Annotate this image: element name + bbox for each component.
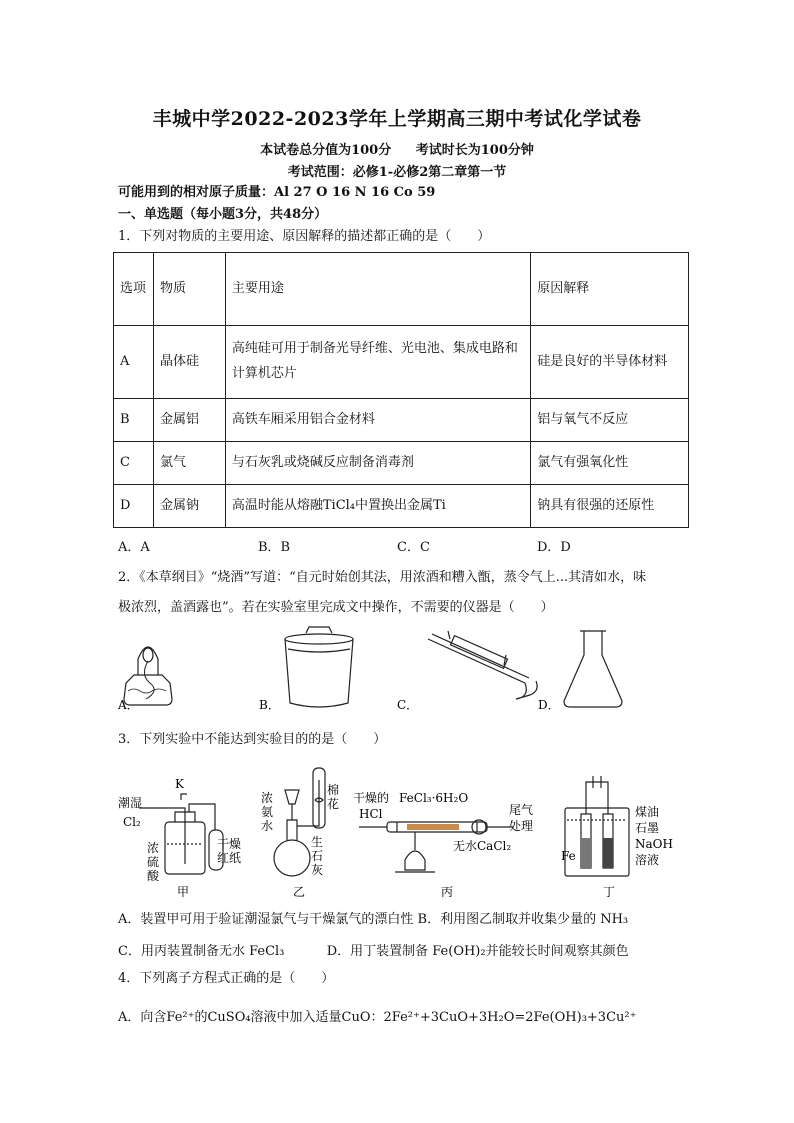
label: HCl [359, 807, 383, 821]
figure-caption: 丙 [441, 885, 454, 899]
label: 棉 [327, 783, 340, 797]
table-cell: 高纯硅可用于制备光导纤维、光电池、集成电路和计算机芯片 [225, 326, 530, 399]
exam-info [0, 139, 794, 158]
question-3-apparatus [115, 760, 685, 900]
label: FeCl₃·6H₂O [399, 791, 469, 805]
label: 酸 [147, 869, 160, 883]
condenser-icon [428, 631, 537, 699]
heated-tube-segment [407, 824, 459, 830]
table-row [114, 485, 689, 528]
label: 石 [311, 849, 324, 863]
label: 无水CaCl₂ [453, 839, 512, 853]
exam-scope: 考试范围：必修1-必修2第二章第一节 [287, 165, 507, 180]
exam-title: 丰城中学2022-2023学年上学期高三期中考试化学试卷 [152, 108, 642, 130]
table-row [114, 399, 689, 442]
label: 尾气 [509, 803, 534, 817]
label: 处理 [509, 819, 534, 833]
table-cell: A [114, 326, 154, 399]
table-cell: 晶体硅 [153, 326, 225, 399]
figure-caption: 丁 [603, 885, 616, 899]
option-label[interactable]: D． [538, 698, 560, 712]
table-cell: 高铁车厢采用铝合金材料 [225, 399, 530, 442]
table-cell: 钠具有很强的还原性 [531, 485, 689, 528]
label: NaOH [635, 837, 673, 851]
label: 红纸 [217, 851, 242, 865]
label: 浓 [147, 841, 160, 855]
table-cell: B [114, 399, 154, 442]
label: 灰 [311, 863, 324, 877]
figure-caption: 甲 [177, 885, 190, 899]
label: 干燥 [217, 837, 242, 851]
label: 硫 [147, 855, 160, 869]
table-cell: D [114, 485, 154, 528]
table-header-row [114, 253, 689, 326]
graphite-electrode [603, 838, 613, 868]
table-row [114, 442, 689, 485]
label: 溶液 [635, 853, 660, 867]
option-label[interactable]: A． [118, 698, 139, 712]
figure-caption: 乙 [293, 885, 306, 899]
label: Cl₂ [123, 815, 141, 829]
label: 潮湿 [118, 796, 143, 810]
table-cell: 高温时能从熔融TiCl₄中置换出金属Ti [225, 485, 530, 528]
label: 浓 [261, 791, 274, 805]
fe-electrode [581, 838, 591, 868]
conical-flask-icon [564, 631, 622, 707]
table-cell: 氯气有强氧化性 [531, 442, 689, 485]
alcohol-lamp-icon [124, 647, 172, 705]
option-label[interactable]: B． [259, 698, 280, 712]
label: 水 [261, 819, 274, 833]
duration: 考试时长为100分钟 [415, 143, 534, 158]
option-d[interactable]: D．D [537, 540, 571, 555]
option-a[interactable]: A．A [118, 540, 150, 555]
label: 花 [327, 797, 340, 811]
question-2-stem-line1: 2．《本草纲目》“烧酒”写道：“自元时始创其法，用浓酒和糟入甑，蒸令气上...其清如水，味 [118, 570, 647, 585]
table-cell: 金属铝 [153, 399, 225, 442]
table-cell: 金属钠 [153, 485, 225, 528]
atomic-masses: 可能用到的相对原子质量：Al 27 O 16 N 16 Co 59 [118, 185, 436, 200]
table-cell: C [114, 442, 154, 485]
label: 石墨 [635, 821, 660, 835]
table-cell: 硅是良好的半导体材料 [531, 326, 689, 399]
table-cell: 铝与氧气不反应 [531, 399, 689, 442]
table-cell: 与石灰乳或烧碱反应制备消毒剂 [225, 442, 530, 485]
total-score: 本试卷总分值为100分 [260, 143, 392, 158]
question-2-apparatus [110, 625, 670, 720]
option-b[interactable]: B．B [258, 540, 291, 555]
label: 煤油 [635, 805, 660, 819]
question-4-option-a[interactable]: A．向含Fe²⁺的CuSO₄溶液中加入适量CuO：2Fe²⁺+3CuO+3H₂O=2Fe(OH)₃+3Cu²⁺ [118, 1010, 637, 1025]
question-4-stem: 4．下列离子方程式正确的是（ ） [118, 971, 335, 986]
question-3-stem: 3．下列实验中不能达到实验目的的是（ ） [118, 732, 387, 747]
question-1-table [113, 252, 689, 528]
section-heading: 一、单选题（每小题3分，共48分） [118, 207, 328, 222]
header-cell: 物质 [153, 253, 225, 326]
question-3-option-c[interactable]: C．用丙装置制备无水 FeCl₃ [118, 944, 285, 959]
table-row [114, 326, 689, 399]
bucket-icon [285, 627, 353, 707]
label: K [175, 777, 184, 791]
label: 生 [311, 835, 324, 849]
header-cell: 主要用途 [225, 253, 530, 326]
question-3-option-d[interactable]: D．用丁装置制备 Fe(OH)₂并能较长时间观察其颜色 [326, 944, 629, 959]
header-cell: 选项 [114, 253, 154, 326]
question-1-stem: 1．下列对物质的主要用途、原因解释的描述都正确的是（ ） [118, 229, 491, 244]
label: 干燥的 [353, 791, 390, 805]
label: 氨 [261, 805, 274, 819]
header-cell: 原因解释 [531, 253, 689, 326]
label: Fe [561, 849, 576, 863]
table-cell: 氯气 [153, 442, 225, 485]
option-c[interactable]: C．C [397, 540, 430, 555]
question-3-options-cd [118, 940, 629, 959]
option-label[interactable]: C． [397, 698, 419, 712]
question-2-stem-line2: 极浓烈，盖酒露也”。若在实验室里完成文中操作，不需要的仪器是（ ） [118, 600, 554, 615]
question-3-option-ab[interactable]: A．装置甲可用于验证潮湿氯气与干燥氯气的漂白性 B．利用图乙制取并收集少量的 NH₃ [118, 912, 629, 927]
